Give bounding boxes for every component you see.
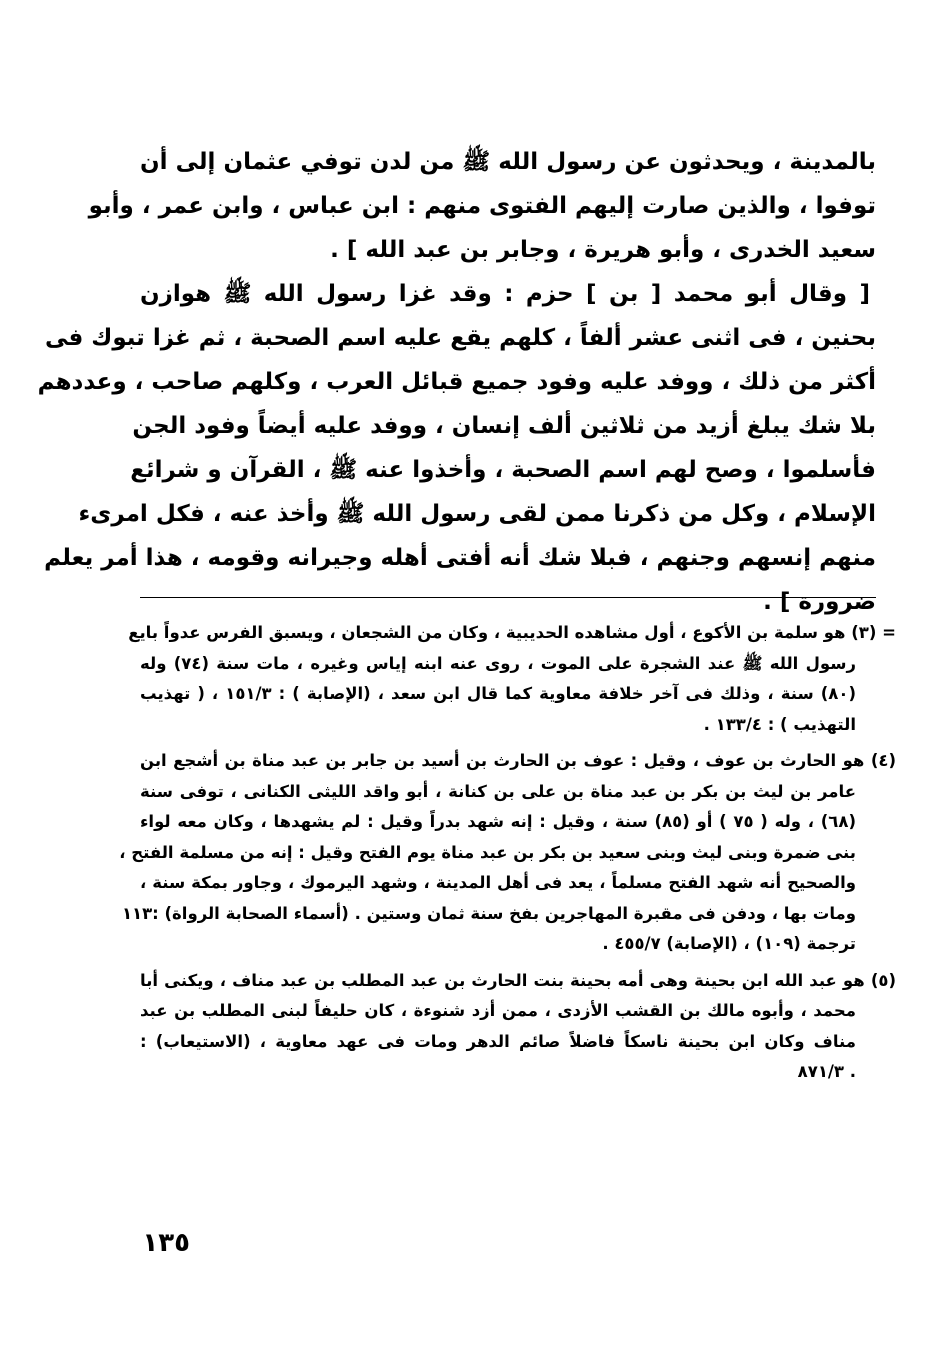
- main-text-block: [37, 140, 876, 624]
- footnote-line: . ٨٧١/٣: [797, 1062, 856, 1081]
- main-text-line: بحنين ، فى اثنى عشر ألفاً ، كلهم يقع عليه اسم الصحبة ، ثم غزا تبوك فى: [44, 325, 876, 351]
- footnote-line: = (٣) هو سلمة بن الأكوع ، أول مشاهده الحديبية ، وكان من الشجعان ، ويسبق الفرس عدواً بايع: [128, 623, 896, 642]
- main-text-line: ضرورة ] .: [763, 589, 876, 615]
- main-text-line: سعيد الخدرى ، وأبو هريرة ، وجابر بن عبد الله ] .: [330, 237, 876, 263]
- footnote-line: عامر بن ليث بن بكر بن عبد مناة بن على بن كنانة ، أبو واقد الليثى الكنانى ، توفى سنة: [140, 781, 856, 801]
- footnote-line: (٨٠) سنة ، وذلك فى آخر خلافة معاوية كما قال ابن سعد ، (الإصابة ) : ١٥١/٣ ، ( تهذيب: [140, 684, 856, 703]
- footnote-line: مناف وكان ابن بحينة ناسكاً فاضلاً صائم الدهر ومات فى عهد معاوية ، (الاستيعاب) :: [140, 1031, 856, 1051]
- main-text-line: [ وقال أبو محمد [ بن ] حزم : وقد غزا رسول الله ﷺ هوازن: [140, 281, 870, 307]
- footnote-4: [119, 746, 896, 960]
- main-text-line: فأسلموا ، وصح لهم اسم الصحبة ، وأخذوا عنه ﷺ ، القرآن و شرائع: [130, 457, 876, 483]
- footnote-line: رسول الله ﷺ عند الشجرة على الموت ، روى عنه ابنه إياس وغيره ، مات سنة (٧٤) وله: [140, 653, 856, 673]
- footnote-separator: [140, 597, 876, 598]
- footnotes-block: [119, 618, 896, 1088]
- footnote-5: [140, 966, 896, 1088]
- main-text-line: أكثر من ذلك ، ووفد عليه وفود جميع قبائل العرب ، وكلهم صاحب ، وعددهم: [37, 369, 876, 395]
- main-text-line: الإسلام ، وكل من ذكرنا ممن لقى رسول الله ﷺ وأخذ عنه ، فكل امرىء: [78, 501, 876, 527]
- footnote-line: (٦٨) ، وله ( ٧٥ ) أو (٨٥) سنة ، وقيل : إنه شهد بدراً وقيل : لم يشهدها ، وكان معه لواء: [140, 812, 856, 831]
- footnote-line: (٥) هو عبد الله ابن بحينة وهى أمه بحينة بنت الحارث بن عبد المطلب بن عبد مناف ، ويكنى أبا: [140, 970, 896, 990]
- footnote-line: بنى ضمرة وبنى ليث وبنى سعيد بن بكر بن عبد مناة يوم الفتح وقيل : إنه من مسلمة الفتح ،: [119, 842, 856, 862]
- page-number: ١٣٥: [142, 1228, 190, 1258]
- footnote-line: والصحيح أنه شهد الفتح مسلماً ، يعد فى أهل المدينة ، وشهد اليرموك ، وجاور بمكة سنة ،: [140, 873, 856, 892]
- main-text-line: توفوا ، والذين صارت إليهم الفتوى منهم : ابن عباس ، وابن عمر ، وأبو: [88, 193, 876, 219]
- main-text-line: منهم إنسهم وجنهم ، فبلا شك أنه أفتى أهله وجيرانه وقومه ، هذا أمر يعلم: [44, 545, 876, 571]
- main-text-line: بلا شك يبلغ أزيد من ثلاثين ألف إنسان ، ووفد عليه أيضاً وفود الجن: [132, 413, 876, 439]
- footnote-line: (٤) هو الحارث بن عوف ، وقيل : عوف بن الحارث بن أسيد بن جابر بن عبد مناة بن أشجع ابن: [140, 751, 896, 770]
- footnote-line: التهذيب ) : ١٣٣/٤ .: [703, 714, 856, 734]
- footnote-line: محمد ، وأبوه مالك بن القشب الأزدى ، ممن أزد شنوءة ، كان حليفاً لبنى المطلب بن عبد: [140, 1001, 856, 1020]
- footnote-3: [128, 618, 896, 740]
- main-text-line: بالمدينة ، ويحدثون عن رسول الله ﷺ من لدن توفي عثمان إلى أن: [140, 149, 876, 175]
- footnote-line: ومات بها ، ودفن فى مقبرة المهاجرين بفخ سنة ثمان وستين . (أسماء الصحابة الرواة) :١١٣: [121, 903, 856, 923]
- footnote-line: ترجمة (١٠٩) ، (الإصابة) ٤٥٥/٧ .: [602, 934, 856, 953]
